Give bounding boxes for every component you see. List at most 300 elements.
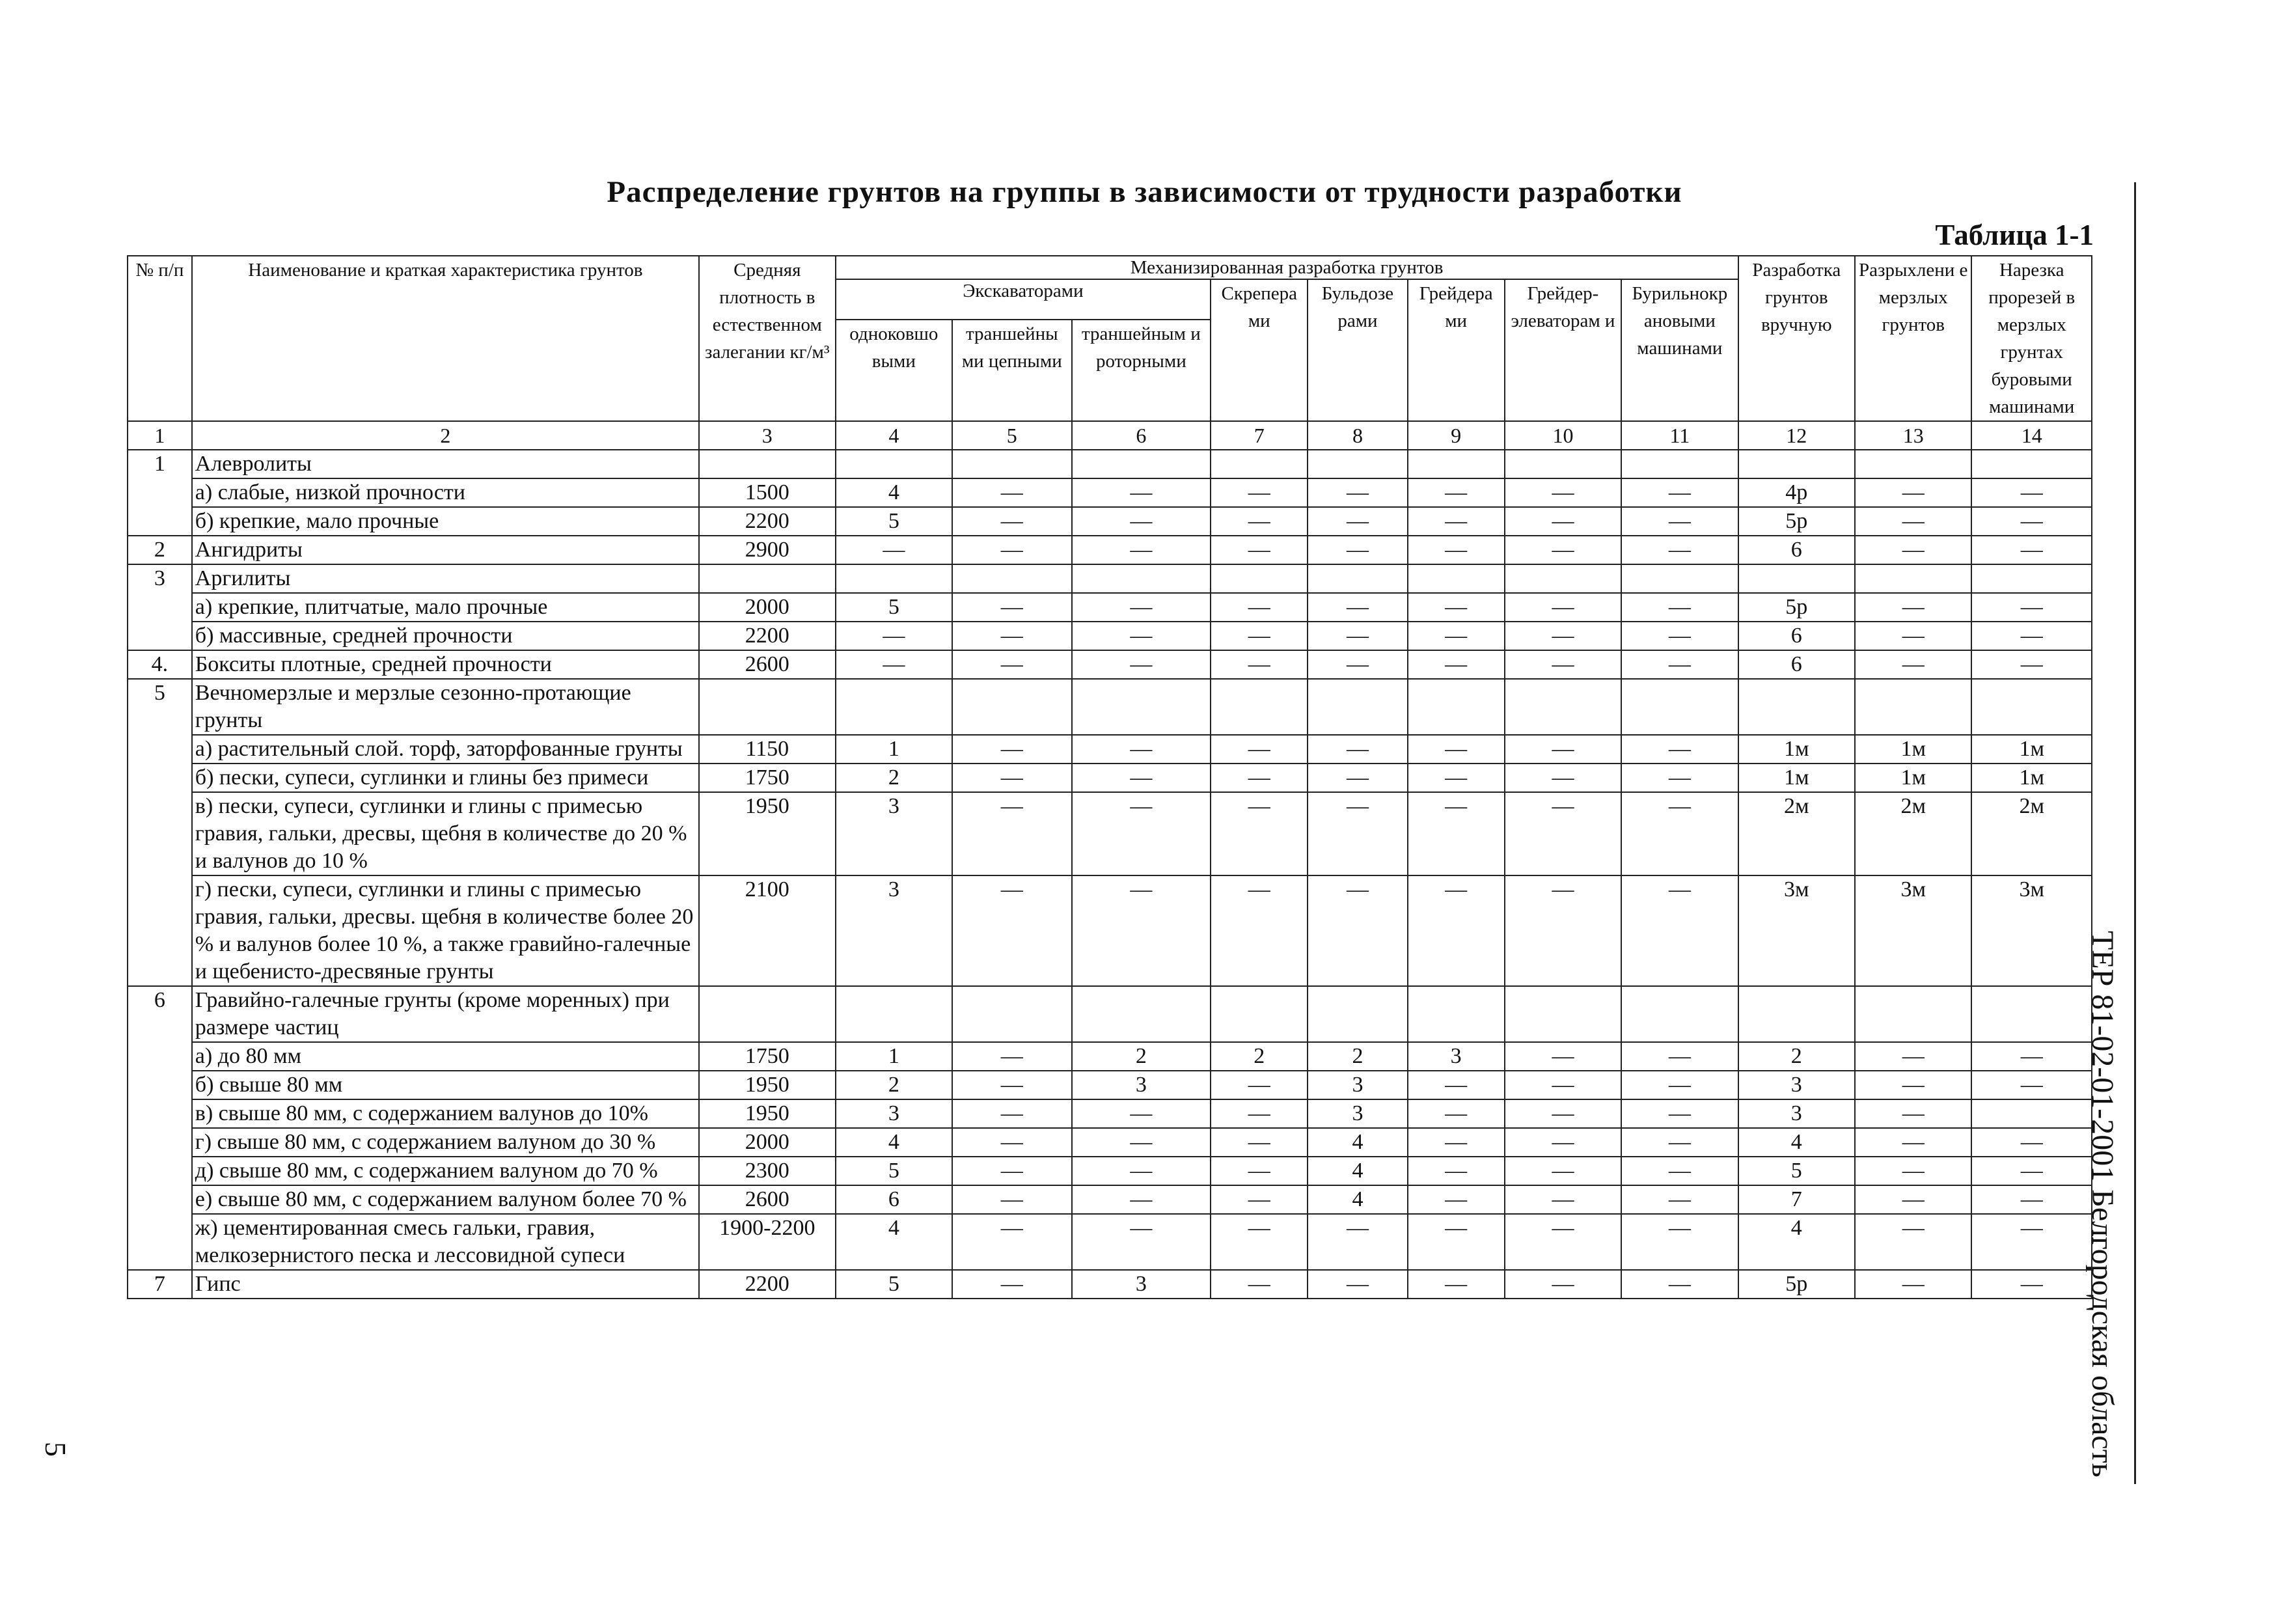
table-row [128,593,2092,622]
header-density: Средняя плотность в естественном залегании кг/м³ [699,256,836,421]
page-title: Распределение грунтов на группы в зависимости от трудности разработки [607,175,1682,209]
group-cell: — [1072,536,1211,564]
group-cell: — [1855,1099,1971,1128]
group-cell: 4 [1738,1128,1855,1157]
group-cell: — [1308,507,1407,536]
group-cell: 3 [1408,1042,1505,1071]
group-cell: — [1308,478,1407,507]
group-cell: — [1408,507,1505,536]
group-cell: — [1308,764,1407,792]
group-cell: 1м [1738,735,1855,764]
group-cell: — [1621,735,1738,764]
group-cell: — [1408,478,1505,507]
group-cell [952,450,1071,478]
header-cutting: Нарезка прорезей в мерзлых грунтах буровыми машинами [1971,256,2092,421]
soil-name: ж) цементированная смесь гальки, гравия, мелкозернистого песка и лессовидной супеси [192,1214,699,1270]
group-cell: — [952,536,1071,564]
header-drills: Бурильнокр ановыми машинами [1621,279,1738,421]
margin-rule [2134,182,2136,1484]
column-number: 2 [192,421,699,450]
group-cell: — [952,1099,1071,1128]
column-number: 1 [128,421,192,450]
group-cell [1971,986,2092,1042]
group-cell: 4р [1738,478,1855,507]
group-cell: — [1621,1071,1738,1099]
group-cell: — [1971,1157,2092,1185]
density-cell: 2600 [699,1185,836,1214]
group-cell [1621,450,1738,478]
group-cell: — [1971,650,2092,679]
soil-name: Бокситы плотные, средней прочности [192,650,699,679]
group-cell: — [1211,1185,1308,1214]
table-row [128,1214,2092,1270]
group-cell: 2 [836,764,952,792]
group-cell: 4 [1308,1157,1407,1185]
group-cell: — [1408,1185,1505,1214]
group-cell: — [1971,1042,2092,1071]
page-number: 5 [39,1442,72,1457]
header-name: Наименование и краткая характеристика грунтов [192,256,699,421]
group-cell: — [1505,1157,1621,1185]
row-number: 7 [128,1270,192,1299]
group-cell: — [1971,1214,2092,1270]
document-code: ТЕР 81-02-01-2001 Белгородская область [2085,931,2120,1478]
density-cell: 2300 [699,1157,836,1185]
group-cell: 3 [1738,1071,1855,1099]
group-cell: — [1408,1214,1505,1270]
soil-name: а) до 80 мм [192,1042,699,1071]
table-row [128,986,2092,1042]
group-cell [1505,564,1621,593]
group-cell: — [1072,1157,1211,1185]
table-row [128,1071,2092,1099]
group-cell: 3м [1971,875,2092,986]
group-cell: — [1621,536,1738,564]
group-cell: — [1855,1071,1971,1099]
group-cell [1738,679,1855,735]
group-cell: 2 [1211,1042,1308,1071]
group-cell: — [952,478,1071,507]
group-cell: — [1505,622,1621,650]
soil-name: Гравийно-галечные грунты (кроме моренных) при размере частиц [192,986,699,1042]
group-cell [1308,986,1407,1042]
group-cell: — [1505,1099,1621,1128]
group-cell: — [952,1071,1071,1099]
group-cell: — [1621,1214,1738,1270]
group-cell [1971,564,2092,593]
column-number: 6 [1072,421,1211,450]
group-cell: — [1621,875,1738,986]
group-cell: — [1211,792,1308,875]
group-cell [1308,679,1407,735]
group-cell: 4 [1738,1214,1855,1270]
group-cell: — [1971,536,2092,564]
group-cell: — [1855,1270,1971,1299]
group-cell: — [1308,650,1407,679]
group-cell [1855,564,1971,593]
group-cell [836,679,952,735]
table-row [128,1185,2092,1214]
group-cell [1072,986,1211,1042]
header-graders: Грейдера ми [1408,279,1505,421]
group-cell: — [1621,1270,1738,1299]
row-number: 4. [128,650,192,679]
group-cell: — [1211,1270,1308,1299]
group-cell: — [1971,1185,2092,1214]
density-cell [699,679,836,735]
group-cell: — [1408,764,1505,792]
group-cell: — [1072,1128,1211,1157]
header-num: № п/п [128,256,192,421]
group-cell: — [1971,622,2092,650]
soil-name: а) крепкие, плитчатые, мало прочные [192,593,699,622]
group-cell: 3 [1308,1071,1407,1099]
group-cell [836,986,952,1042]
group-cell: — [952,1214,1071,1270]
group-cell: — [1072,593,1211,622]
column-number: 10 [1505,421,1621,450]
group-cell [952,564,1071,593]
group-cell: — [1621,1157,1738,1185]
group-cell: — [952,764,1071,792]
group-cell: 5 [836,1270,952,1299]
group-cell: — [1855,1185,1971,1214]
group-cell: — [952,622,1071,650]
column-number: 13 [1855,421,1971,450]
group-cell: 2м [1971,792,2092,875]
group-cell: — [1408,622,1505,650]
group-cell: — [952,792,1071,875]
group-cell: 5 [836,1157,952,1185]
group-cell: 6 [836,1185,952,1214]
group-cell: — [836,622,952,650]
group-cell: 5 [836,593,952,622]
group-cell: 2м [1855,792,1971,875]
density-cell: 1900-2200 [699,1214,836,1270]
density-cell: 1950 [699,1071,836,1099]
density-cell: 2600 [699,650,836,679]
table-row [128,735,2092,764]
group-cell: 3 [1738,1099,1855,1128]
group-cell: — [1505,792,1621,875]
density-cell [699,564,836,593]
table-row [128,536,2092,564]
column-number: 12 [1738,421,1855,450]
row-number: 6 [128,986,192,1270]
group-cell [1072,564,1211,593]
table-row [128,792,2092,875]
group-cell: — [1621,1042,1738,1071]
group-cell [1308,450,1407,478]
group-cell: — [1072,792,1211,875]
group-cell [1505,679,1621,735]
header-mechanized: Механизированная разработка грунтов [836,256,1738,279]
group-cell: — [1505,875,1621,986]
table-caption: Таблица 1-1 [1935,219,2094,251]
soil-name: б) крепкие, мало прочные [192,507,699,536]
density-cell: 1500 [699,478,836,507]
header-excavators: Экскаваторами [836,279,1211,320]
group-cell: 2 [1738,1042,1855,1071]
group-cell: — [1308,735,1407,764]
group-cell: — [1408,1270,1505,1299]
group-cell: — [1855,650,1971,679]
group-cell: — [1505,507,1621,536]
group-cell: — [1408,536,1505,564]
group-cell: — [1072,1099,1211,1128]
group-cell [1072,679,1211,735]
group-cell: 6 [1738,536,1855,564]
group-cell: — [1621,593,1738,622]
soil-name: е) свыше 80 мм, с содержанием валуном более 70 % [192,1185,699,1214]
density-cell: 2200 [699,622,836,650]
group-cell: — [952,1128,1071,1157]
group-cell: — [1211,622,1308,650]
header-scrapers: Скрепера ми [1211,279,1308,421]
column-number: 9 [1408,421,1505,450]
group-cell [1855,986,1971,1042]
group-cell [1971,450,2092,478]
table-row [128,1157,2092,1185]
group-cell [1408,450,1505,478]
soil-name: в) свыше 80 мм, с содержанием валунов до 10% [192,1099,699,1128]
column-number: 8 [1308,421,1407,450]
group-cell [1308,564,1407,593]
table-row [128,650,2092,679]
soil-name: Гипс [192,1270,699,1299]
group-cell [1855,450,1971,478]
group-cell: — [1621,622,1738,650]
header-exc-rotary: траншейным и роторными [1072,320,1211,421]
group-cell: 5 [836,507,952,536]
soil-groups-table [127,255,2092,1299]
group-cell: — [1408,875,1505,986]
density-cell: 2200 [699,1270,836,1299]
group-cell [1855,679,1971,735]
group-cell: — [1072,1214,1211,1270]
group-cell: — [836,650,952,679]
group-cell: — [1072,622,1211,650]
group-cell: — [1855,1214,1971,1270]
group-cell: 3м [1738,875,1855,986]
group-cell: — [1971,507,2092,536]
soil-name: Вечномерзлые и мерзлые сезонно-протающие грунты [192,679,699,735]
group-cell: — [1211,507,1308,536]
soil-name: Алевролиты [192,450,699,478]
group-cell: 1м [1971,764,2092,792]
density-cell: 2000 [699,1128,836,1157]
group-cell: — [1505,764,1621,792]
group-cell: — [1505,650,1621,679]
group-cell: — [1072,478,1211,507]
group-cell: 4 [1308,1128,1407,1157]
group-cell: — [1621,507,1738,536]
group-cell: — [1855,1128,1971,1157]
group-cell: — [1505,1128,1621,1157]
table-row [128,478,2092,507]
group-cell: — [1505,1042,1621,1071]
group-cell [1738,564,1855,593]
group-cell: — [1211,1071,1308,1099]
group-cell: 3м [1855,875,1971,986]
group-cell: 5р [1738,1270,1855,1299]
table-row [128,1128,2092,1157]
group-cell: — [1505,593,1621,622]
group-cell [1971,1099,2092,1128]
group-cell: 1 [836,1042,952,1071]
group-cell: — [1505,1071,1621,1099]
group-cell: 4 [836,478,952,507]
group-cell: — [836,536,952,564]
group-cell: — [1211,1128,1308,1157]
group-cell: — [1621,792,1738,875]
column-number: 3 [699,421,836,450]
group-cell: — [952,1185,1071,1214]
group-cell: — [1621,650,1738,679]
group-cell: — [1308,593,1407,622]
group-cell: — [952,875,1071,986]
group-cell: — [952,1270,1071,1299]
group-cell: — [952,650,1071,679]
table-row [128,564,2092,593]
group-cell: — [1971,1128,2092,1157]
header-grader-elevators: Грейдер-элеваторам и [1505,279,1621,421]
group-cell: — [1308,622,1407,650]
group-cell [1621,564,1738,593]
soil-name: Ангидриты [192,536,699,564]
header-exc-single-bucket: одноковшо выми [836,320,952,421]
group-cell: — [1072,507,1211,536]
group-cell: — [1505,1185,1621,1214]
group-cell: 5р [1738,593,1855,622]
group-cell: — [1408,593,1505,622]
group-cell: 4 [836,1214,952,1270]
group-cell: 2 [1072,1042,1211,1071]
column-number: 11 [1621,421,1738,450]
group-cell: — [1855,593,1971,622]
density-cell [699,450,836,478]
soil-name: а) растительный слой. торф, заторфованные грунты [192,735,699,764]
table-row [128,1042,2092,1071]
group-cell [1738,986,1855,1042]
group-cell: — [1621,1128,1738,1157]
row-number: 2 [128,536,192,564]
group-cell: 1м [1738,764,1855,792]
group-cell: — [1211,735,1308,764]
table-row [128,875,2092,986]
group-cell: — [1211,1157,1308,1185]
soil-name: б) свыше 80 мм [192,1071,699,1099]
group-cell [1408,679,1505,735]
group-cell [1072,450,1211,478]
group-cell: — [1211,875,1308,986]
soil-name: г) пески, супеси, суглинки и глины с примесью гравия, гальки, дресвы. щебня в количестве более 20 % и валунов более 10 %, а также гравийно-галечные и щебенисто-дресвяные грунты [192,875,699,986]
header-exc-chain: траншейны ми цепными [952,320,1071,421]
soil-name: г) свыше 80 мм, с содержанием валуном до 30 % [192,1128,699,1157]
table-row [128,450,2092,478]
row-number: 3 [128,564,192,650]
group-cell: — [1505,478,1621,507]
group-cell [1738,450,1855,478]
density-cell: 2200 [699,507,836,536]
column-number-row [128,421,2092,450]
group-cell: 3 [1072,1270,1211,1299]
group-cell: — [1072,650,1211,679]
table-row [128,764,2092,792]
group-cell: 3 [1072,1071,1211,1099]
density-cell: 1750 [699,764,836,792]
group-cell: — [1621,764,1738,792]
soil-name: а) слабые, низкой прочности [192,478,699,507]
group-cell: — [1855,622,1971,650]
group-cell: 5р [1738,507,1855,536]
group-cell: — [1408,650,1505,679]
group-cell: — [1308,1214,1407,1270]
group-cell: — [1308,875,1407,986]
column-number: 5 [952,421,1071,450]
group-cell: 1м [1855,764,1971,792]
group-cell: — [952,507,1071,536]
group-cell: 3 [836,875,952,986]
group-cell: — [1072,875,1211,986]
group-cell: 1 [836,735,952,764]
group-cell: 3 [1308,1099,1407,1128]
group-cell: 1м [1855,735,1971,764]
group-cell [952,986,1071,1042]
column-number: 14 [1971,421,2092,450]
density-cell [699,986,836,1042]
group-cell: 1м [1971,735,2092,764]
group-cell: — [1971,1270,2092,1299]
group-cell: — [1855,507,1971,536]
group-cell: — [1211,593,1308,622]
group-cell [836,450,952,478]
group-cell [1211,564,1308,593]
group-cell: 4 [1308,1185,1407,1214]
soil-name: Аргилиты [192,564,699,593]
group-cell: — [1408,1128,1505,1157]
group-cell: — [1505,536,1621,564]
group-cell: — [1308,1270,1407,1299]
group-cell [1211,679,1308,735]
density-cell: 1950 [699,1099,836,1128]
group-cell: — [1211,536,1308,564]
group-cell [1621,986,1738,1042]
group-cell: — [1408,1071,1505,1099]
group-cell: — [1072,764,1211,792]
density-cell: 1750 [699,1042,836,1071]
group-cell: — [1971,478,2092,507]
table-row [128,1099,2092,1128]
group-cell: — [1308,536,1407,564]
group-cell: — [1211,478,1308,507]
group-cell: — [1505,1214,1621,1270]
table-row [128,622,2092,650]
row-number: 1 [128,450,192,536]
group-cell: — [1408,1099,1505,1128]
group-cell: 2 [836,1071,952,1099]
group-cell: — [952,593,1071,622]
group-cell: — [1408,735,1505,764]
group-cell: 2 [1308,1042,1407,1071]
density-cell: 2900 [699,536,836,564]
group-cell [1211,450,1308,478]
group-cell: — [1408,792,1505,875]
group-cell: — [1211,650,1308,679]
soil-name: в) пески, супеси, суглинки и глины с примесью гравия, гальки, дресвы, щебня в количестве до 20 % и валунов до 10 % [192,792,699,875]
group-cell: — [1211,764,1308,792]
group-cell: — [1505,1270,1621,1299]
